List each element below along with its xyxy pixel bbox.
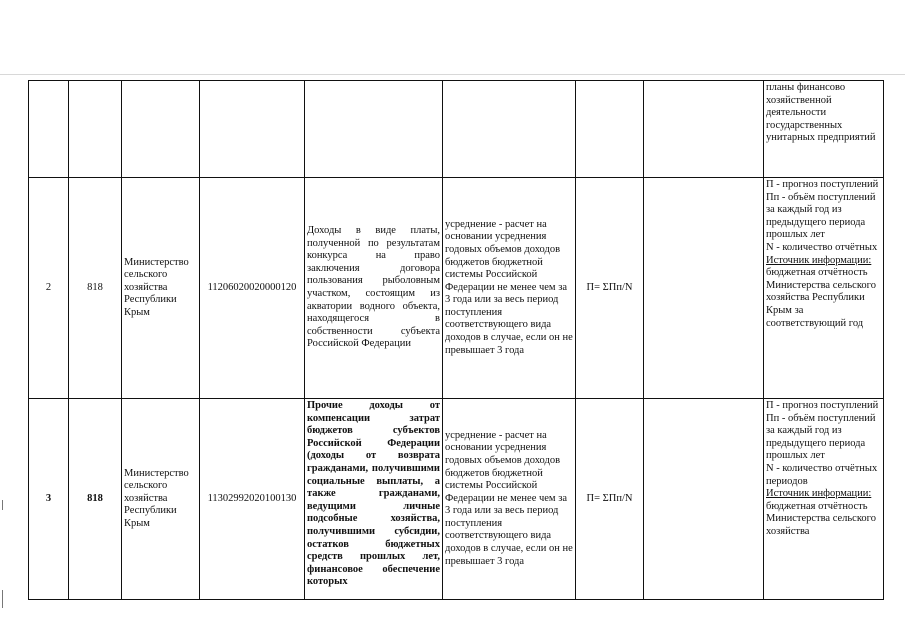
- table-row: [29, 81, 884, 178]
- income-name-cell: Доходы в виде платы, полученной по результатам конкурса на право заключения договора пользования рыболовным участком, состоящим из акватории водного объекта, находящегося в собственности субъекта Российской Федерации: [305, 178, 443, 399]
- method-cell: усреднение - расчет на основании усреднения годовых объемов доходов бюджетов бюджетной системы Российской Федерации не менее чем за 3 года или за весь период поступления соответствующего вида доходов в случае, если он не превышает 3 года: [443, 178, 576, 399]
- ministry-cell: [122, 81, 200, 178]
- margin-mark: [2, 590, 3, 608]
- source-description: П - прогноз поступлений Пп - объём поступлений за каждый год из предыдущего периода прошлых лет N - количество отчётных периодов: [766, 400, 879, 487]
- admin-code-cell: [69, 81, 122, 178]
- source-cell: [764, 178, 884, 399]
- table-row: [29, 399, 884, 600]
- ministry-cell: Министерство сельского хозяйства Республики Крым: [122, 178, 200, 399]
- empty-cell: [644, 178, 764, 399]
- margin-mark: [2, 500, 3, 510]
- kbk-cell: [200, 81, 305, 178]
- source-label: Источник информации:: [766, 254, 872, 266]
- kbk-cell: 11206020020000120: [200, 178, 305, 399]
- table-row: [29, 178, 884, 399]
- method-cell: усреднение - расчет на основании усреднения годовых объемов доходов бюджетов бюджетной системы Российской Федерации не менее чем за 3 года или за весь период поступления соответствующего вида доходов в случае, если он не превышает 3 года: [443, 399, 576, 600]
- source-text: бюджетная отчётность Министерства сельского хозяйства Республики Крым за соответствующий год: [766, 267, 876, 329]
- page-top-edge: [0, 74, 905, 75]
- income-forecast-table: [28, 80, 884, 600]
- row-number-cell: [29, 81, 69, 178]
- formula-cell: П= ΣПп/N: [576, 178, 644, 399]
- empty-cell: [644, 399, 764, 600]
- source-label: Источник информации:: [766, 488, 872, 500]
- ministry-cell: Министерство сельского хозяйства Республики Крым: [122, 399, 200, 600]
- formula-cell: [576, 81, 644, 178]
- income-name-cell: Прочие доходы от компенсации затрат бюджетов субъектов Российской Федерации (доходы от возврата гражданами, получившими социальные выплаты, а также гражданами, ведущими личные подсобные хозяйства, получившими субсидии, остатков бюджетных средств прошлых лет, финансовое обеспечение которых: [305, 399, 443, 600]
- admin-code-cell: 818: [69, 178, 122, 399]
- source-text: бюджетная отчётность Министерства сельского хозяйства: [766, 500, 876, 537]
- empty-cell: [644, 81, 764, 178]
- income-name-cell: [305, 81, 443, 178]
- row-number-cell: 3: [29, 399, 69, 600]
- kbk-cell: 11302992020100130: [200, 399, 305, 600]
- source-description: П - прогноз поступлений Пп - объём поступлений за каждый год из предыдущего периода прошлых лет N - количество отчётных: [766, 179, 879, 253]
- source-cell: [764, 399, 884, 600]
- formula-cell: П= ΣПп/N: [576, 399, 644, 600]
- method-cell: [443, 81, 576, 178]
- source-cell: планы финансово хозяйственной деятельности государственных унитарных предприятий: [764, 81, 884, 178]
- row-number-cell: 2: [29, 178, 69, 399]
- admin-code-cell: 818: [69, 399, 122, 600]
